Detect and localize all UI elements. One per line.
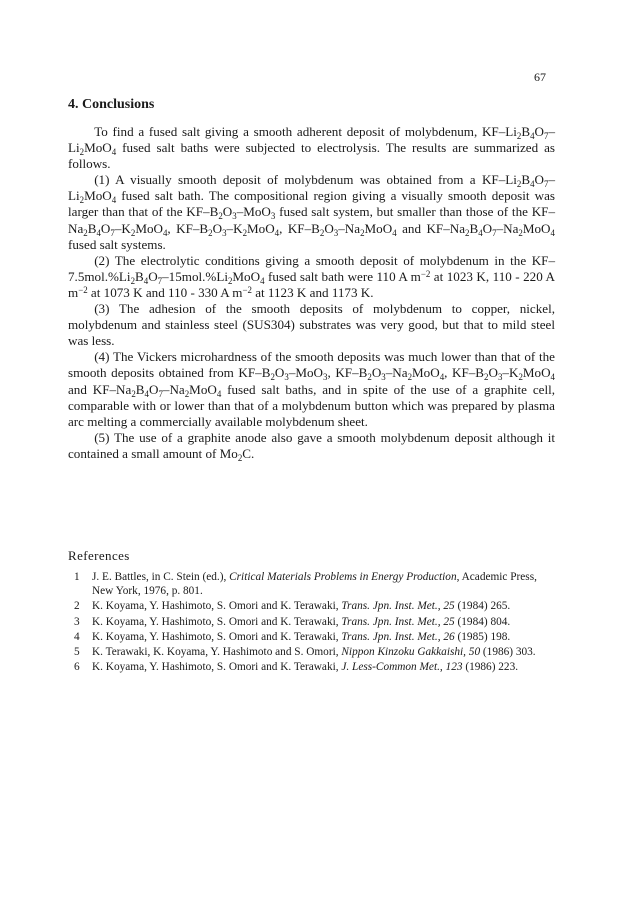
reference-list xyxy=(74,570,555,675)
references-heading: References xyxy=(68,548,130,563)
reference-source: Trans. Jpn. Inst. Met., 25 xyxy=(341,600,455,613)
paragraph-conclusion-5: (5) The use of a graphite anode also gave a smooth molybdenum deposit although it contained a small amount of $Mo_2C$. xyxy=(68,429,555,463)
reference-number: 2 xyxy=(74,600,80,613)
paragraph-conclusion-2: (2) The electrolytic conditions giving a smooth deposit of molybdenum in the $KF-7.5mol.\%Li_2B_4O_7-15mol.\%Li_2MoO_4$ fused salt bath were 110 A $m^{-2}$ at 1023 K, 110 - 220 A $m^{-2}$ at 1073 K and 110 - 330 A $m^{-2}$ at 1123 K and 1173 K. xyxy=(68,252,556,300)
paragraph-conclusion-1: (1) A visually smooth deposit of molybdenum was obtained from a $KF-Li_2B_4O_7-Li_2MoO_4$ fused salt bath. The compositional region giving a visually smooth deposit was larger than that of the $KF-B_2O_3-MoO_3$ fused salt system, but smaller than those of the $KF-Na_2B_4O_7-K_2MoO_4$, $KF-B_2O_3-K_2MoO_4$, $KF-B_2O_3-Na_2MoO_4$ and $KF-Na_2B_4O_7-Na_2MoO_4$ fused salt systems. xyxy=(68,172,555,252)
section-heading: 4. Conclusions xyxy=(68,97,155,112)
reference-source: J. Less-Common Met., 123 xyxy=(341,661,463,674)
reference-item: 4 K. Koyama, Y. Hashimoto, S. Omori and K. Terawaki, Trans. Jpn. Inst. Met., 26 (1985) 198. xyxy=(74,630,511,643)
reference-item: 5 K. Terawaki, K. Koyama, Y. Hashimoto and S. Omori, Nippon Kinzoku Gakkaishi, 50 (1986) 303. xyxy=(74,646,536,659)
reference-source: Trans. Jpn. Inst. Met., 26 xyxy=(341,630,455,643)
reference-item: 1 J. E. Battles, in C. Stein (ed.), Critical Materials Problems in Energy Production, Academic Press, New York, 1976, p. 801. xyxy=(74,571,537,598)
page-number: 67 xyxy=(534,70,546,84)
reference-item: 3 K. Koyama, Y. Hashimoto, S. Omori and K. Terawaki, Trans. Jpn. Inst. Met., 25 (1984) 804. xyxy=(74,615,511,628)
reference-source: Nippon Kinzoku Gakkaishi, 50 xyxy=(341,646,481,659)
reference-item: 6 K. Koyama, Y. Hashimoto, S. Omori and K. Terawaki, J. Less-Common Met., 123 (1986) 223. xyxy=(74,661,519,674)
reference-number: 3 xyxy=(74,615,80,628)
reference-number: 4 xyxy=(74,630,80,643)
reference-number: 6 xyxy=(74,661,80,674)
reference-number: 5 xyxy=(74,646,80,659)
paragraph-intro: To find a fused salt giving a smooth adherent deposit of molybdenum, $KF-Li_2B_4O_7-Li_2MoO_4$ fused salt baths were subjected to electrolysis. The results are summarized as follows. xyxy=(68,124,555,172)
reference-source: Trans. Jpn. Inst. Met., 25 xyxy=(341,615,455,628)
reference-item: 2 K. Koyama, Y. Hashimoto, S. Omori and K. Terawaki, Trans. Jpn. Inst. Met., 25 (1984) 265. xyxy=(74,600,511,613)
body-text xyxy=(68,124,555,462)
reference-source: Critical Materials Problems in Energy Production xyxy=(229,571,457,583)
paragraph-conclusion-3: (3) The adhesion of the smooth deposits of molybdenum to copper, nickel, molybdenum and stainless steel (SUS304) substrates was very good, but that to mild steel was less. xyxy=(68,301,555,349)
reference-number: 1 xyxy=(74,571,80,583)
paragraph-conclusion-4: (4) The Vickers microhardness of the smooth deposits was much lower than that of the smooth deposits obtained from $KF-B_2O_3-MoO_3$, $KF-B_2O_3-Na_2MoO_4$, $KF-B_2O_3-K_2MoO_4$ and $KF-Na_2B_4O_7-Na_2MoO_4$ fused salt baths, and in spite of the use of a graphite cell, comparable with or lower than that of a molybdenum button which was prepared by plasma arc melting a commercially available molybdenum sheet. xyxy=(68,349,555,429)
